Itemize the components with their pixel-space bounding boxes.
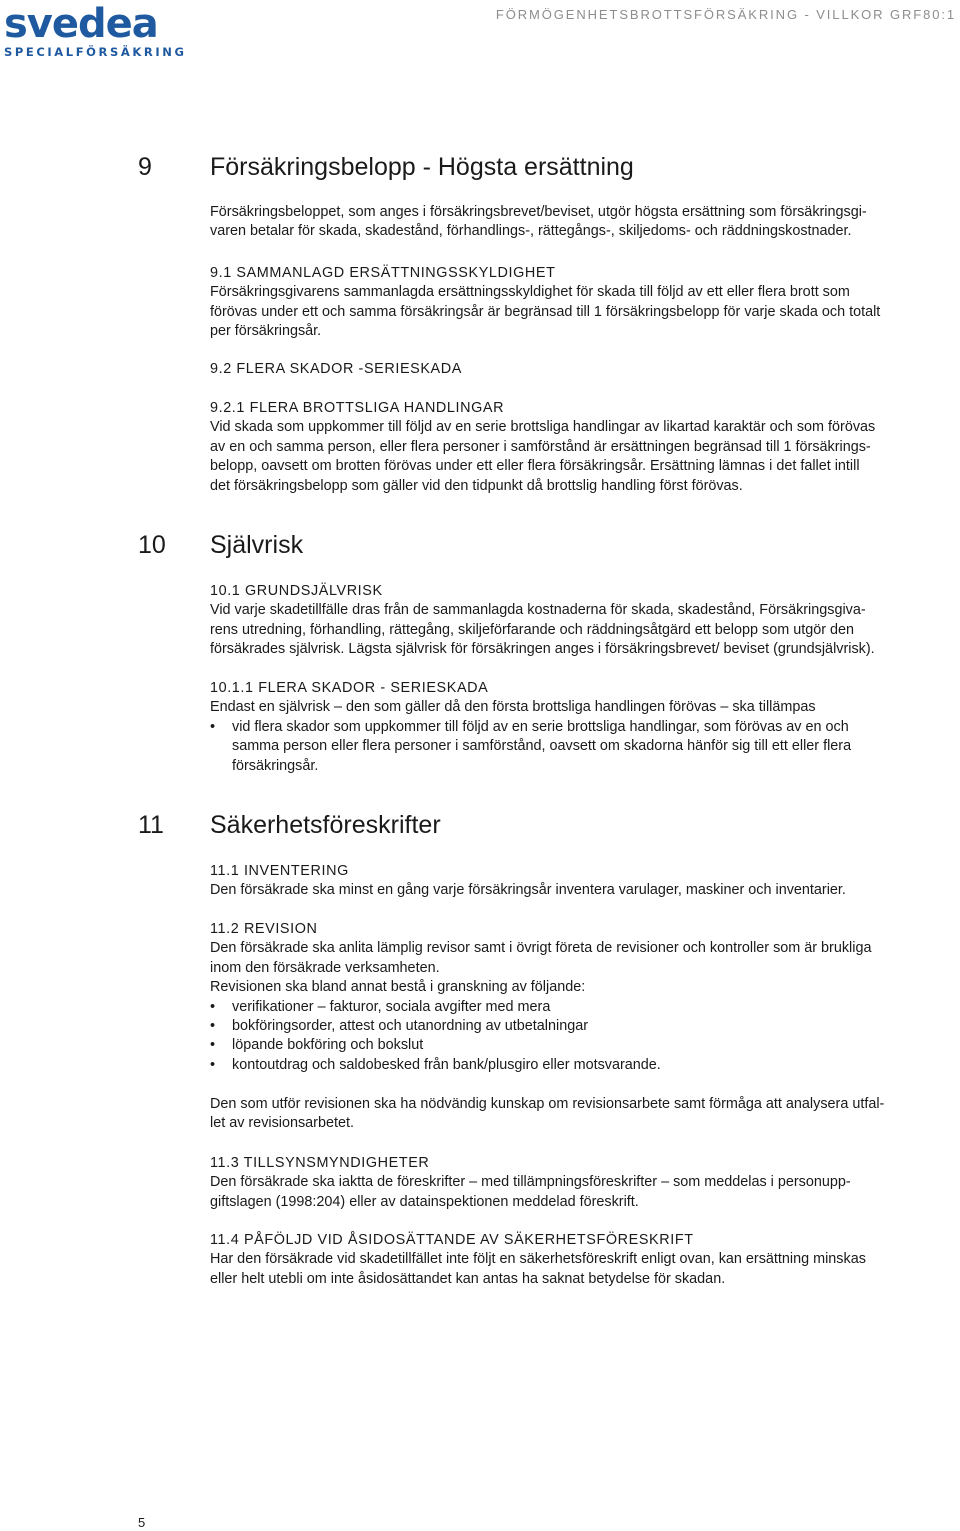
bullet-item — [210, 1036, 954, 1055]
paragraph-line: Försäkringsbeloppet, som anges i försäkringsbrevet/beviset, utgör högsta ersättning som försäkringsgi- — [210, 204, 867, 220]
paragraph-line: Den försäkrade ska iaktta de föreskrifter – med tillämpningsföreskrifter – som meddelas i personupp- — [210, 1174, 851, 1191]
paragraph-line: av en och samma person, eller flera personer i samförstånd är ersättningen begränsad till 1 försäkrings- — [210, 438, 871, 455]
paragraph-line: Vid varje skadetillfälle dras från de sammanlagda kostnaderna för skada, skadestånd, Försäkringsgiva- — [210, 602, 866, 619]
paragraph-line: Den som utför revisionen ska ha nödvändig kunskap om revisionsarbete samt förmåga att analysera utfal- — [210, 1096, 885, 1112]
section-10-1 — [210, 582, 954, 660]
paragraph-line: per försäkringsår. — [210, 323, 322, 340]
subsection-heading: 11.2 REVISION — [210, 921, 318, 937]
paragraph-line: • vid flera skador som uppkommer till följd av en serie brottsliga handlingar, som förövas av en och — [232, 718, 849, 735]
section-11-2 — [210, 920, 954, 1075]
page-number: 5 — [138, 1515, 146, 1530]
paragraph-line: samma person eller flera personer i samförstånd, oavsett om skadorna hänför sig till ett eller flera — [232, 738, 852, 755]
subsection-heading: 11.1 INVENTERING — [210, 863, 349, 879]
paragraph-line: försäkringsår. — [232, 757, 319, 774]
subsection-heading: 11.3 TILLSYNSMYNDIGHETER — [210, 1155, 430, 1171]
section-9-2-1 — [210, 399, 954, 496]
paragraph-line: Den försäkrade ska minst en gång varje försäkringsår inventera varulager, maskiner och inventarier. — [210, 882, 846, 899]
paragraph-line: Har den försäkrade vid skadetillfället inte följt en säkerhetsföreskrift enligt ovan, kan ersättning minskas — [210, 1251, 866, 1268]
subsection-heading: 10.1 GRUNDSJÄLVRISK — [210, 583, 383, 599]
section-9-intro — [210, 203, 954, 242]
bullet-item — [210, 1056, 954, 1075]
bullet-text: • löpande bokföring och bokslut — [232, 1037, 424, 1054]
paragraph-line: Revisionen ska bland annat bestå i granskning av följande: — [210, 979, 586, 996]
section-10-title: Självrisk — [210, 531, 304, 559]
paragraph-line: varen betalar för skada, skadestånd, förhandlings-, rättegångs-, skiljedoms- och räddningskostnader. — [210, 223, 852, 240]
paragraph-line: Den försäkrade ska anlita lämplig revisor samt i övrigt företa de revisioner och kontroller som är brukliga — [210, 940, 872, 957]
bullet-text: • verifikationer – fakturor, sociala avgifter med mera — [232, 998, 551, 1015]
subsection-heading: 9.1 SAMMANLAGD ERSÄTTNINGSSKYLDIGHET — [210, 265, 556, 281]
svedea-logo — [4, 1, 187, 59]
subsection-heading: 9.2 FLERA SKADOR -SERIESKADA — [210, 361, 462, 377]
paragraph-line: rens utredning, förhandling, rättegång, skiljeförfarande och räddningsåtgärd ett belopp som utgör den — [210, 621, 855, 638]
section-11-number: 11 — [138, 811, 164, 839]
section-9-2 — [210, 360, 954, 379]
paragraph-line: giftslagen (1998:204) eller av datainspektionen meddelad föreskrift. — [210, 1193, 639, 1210]
paragraph-line: let av revisionsarbetet. — [210, 1115, 354, 1132]
document-title: FÖRMÖGENHETSBROTTSFÖRSÄKRING - VILLKOR GRF80:1 — [495, 7, 956, 22]
paragraph-line: Vid skada som uppkommer till följd av en serie brottsliga handlingar av likartad karaktär och som förövas — [210, 419, 876, 436]
section-11-2-closing — [210, 1095, 954, 1134]
section-11-1 — [210, 862, 954, 901]
subsection-heading: 10.1.1 FLERA SKADOR - SERIESKADA — [210, 680, 489, 696]
logo-wordmark: svedea — [4, 1, 158, 47]
section-10-1-1 — [210, 679, 954, 776]
paragraph-line: Endast en självrisk – den som gäller då den första brottsliga handlingen förövas – ska tillämpas — [210, 699, 816, 716]
paragraph-line: Försäkringsgivarens sammanlagda ersättningsskyldighet för skada till följd av ett eller flera brott som — [210, 284, 850, 301]
bullet-item — [210, 718, 954, 776]
paragraph-line: förövas under ett och samma försäkringsår är begränsad till 1 försäkringsbelopp för varje skada och totalt — [210, 303, 881, 320]
section-11-4 — [210, 1231, 954, 1289]
paragraph-line: det försäkringsbelopp som gäller vid den tidpunkt då brottslig handling först förövas. — [210, 477, 743, 494]
section-9-title: Försäkringsbelopp - Högsta ersättning — [210, 153, 634, 181]
paragraph-line: eller helt utebli om inte åsidosättandet kan antas ha saknat betydelse för skadan. — [210, 1270, 726, 1287]
logo-subtitle: SPECIALFÖRSÄKRING — [4, 45, 187, 59]
section-10-number: 10 — [138, 531, 166, 559]
paragraph-line: inom den försäkrade verksamheten. — [210, 959, 440, 976]
section-9-1 — [210, 264, 954, 342]
section-11-3 — [210, 1154, 954, 1212]
paragraph-line: belopp, oavsett om brotten förövas under ett eller flera försäkringsår. Ersättning lämnas i det fallet intill — [210, 458, 860, 475]
section-9-number: 9 — [138, 153, 152, 181]
subsection-heading: 9.2.1 FLERA BROTTSLIGA HANDLINGAR — [210, 400, 505, 416]
bullet-text: • kontoutdrag och saldobesked från bank/plusgiro eller motsvarande. — [232, 1056, 661, 1073]
bullet-text: • bokföringsorder, attest och utanordning av utbetalningar — [232, 1018, 589, 1035]
paragraph-line: försäkrades självrisk. Lägsta självrisk för försäkringen anges i försäkringsbrevet/ beviset (grundsjälvrisk). — [210, 641, 875, 658]
subsection-heading: 11.4 PÅFÖLJD VID ÅSIDOSÄTTANDE AV SÄKERHETSFÖRESKRIFT — [210, 1232, 694, 1248]
section-11-title: Säkerhetsföreskrifter — [210, 811, 441, 839]
bullet-item — [210, 1017, 954, 1036]
bullet-item — [210, 998, 954, 1017]
